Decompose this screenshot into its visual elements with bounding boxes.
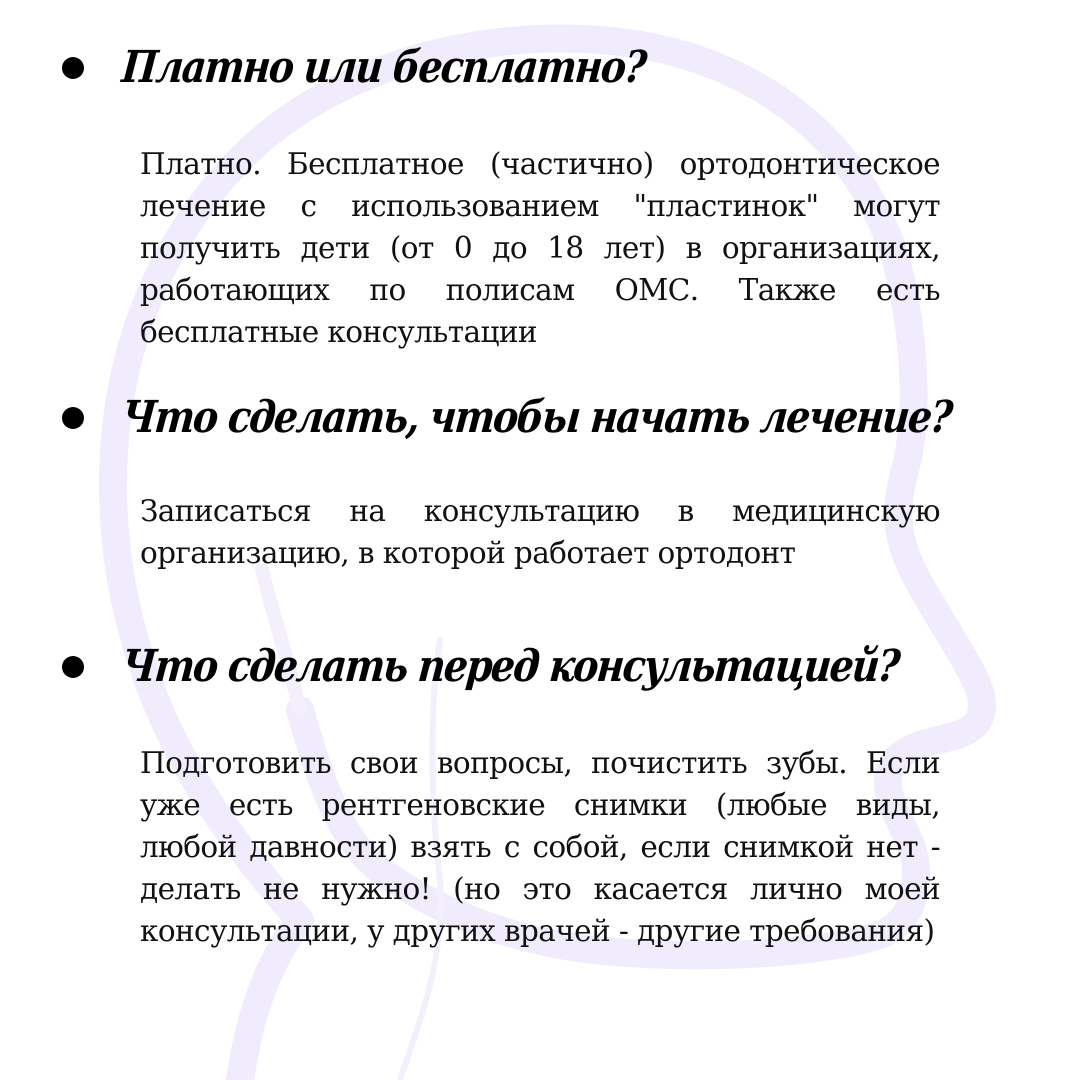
answer-paragraph-2: Записаться на консультацию в медицинскую организацию, в которой работает ортодонт bbox=[140, 494, 940, 570]
bullet-icon bbox=[62, 57, 84, 79]
answer-paragraph-1: Платно. Бесплатное (частично) ортодонтическое лечение с использованием "пластинок" могут получить дети (от 0 до 18 лет) в организациях, работающих по полисам ОМС. Также есть бесплатные консультации bbox=[140, 147, 940, 349]
question-title: Что сделать, чтобы начать лечение? bbox=[119, 392, 954, 443]
answer-paragraph-3: Подготовить свои вопросы, почистить зубы. Если уже есть рентгеновские снимки (любые виды, любой давности) взять с собой, если снимкой нет - делать не нужно! (но это касается лично моей консультации, у других врачей - другие требования) bbox=[140, 746, 940, 948]
question-heading-2 bbox=[62, 378, 1080, 458]
question-heading-3 bbox=[62, 627, 1025, 707]
bullet-icon bbox=[62, 656, 84, 678]
question-heading-1 bbox=[62, 28, 730, 108]
bullet-icon bbox=[62, 407, 84, 429]
question-title: Платно или бесплатно? bbox=[119, 42, 648, 93]
question-title: Что сделать перед консультацией? bbox=[119, 641, 901, 692]
